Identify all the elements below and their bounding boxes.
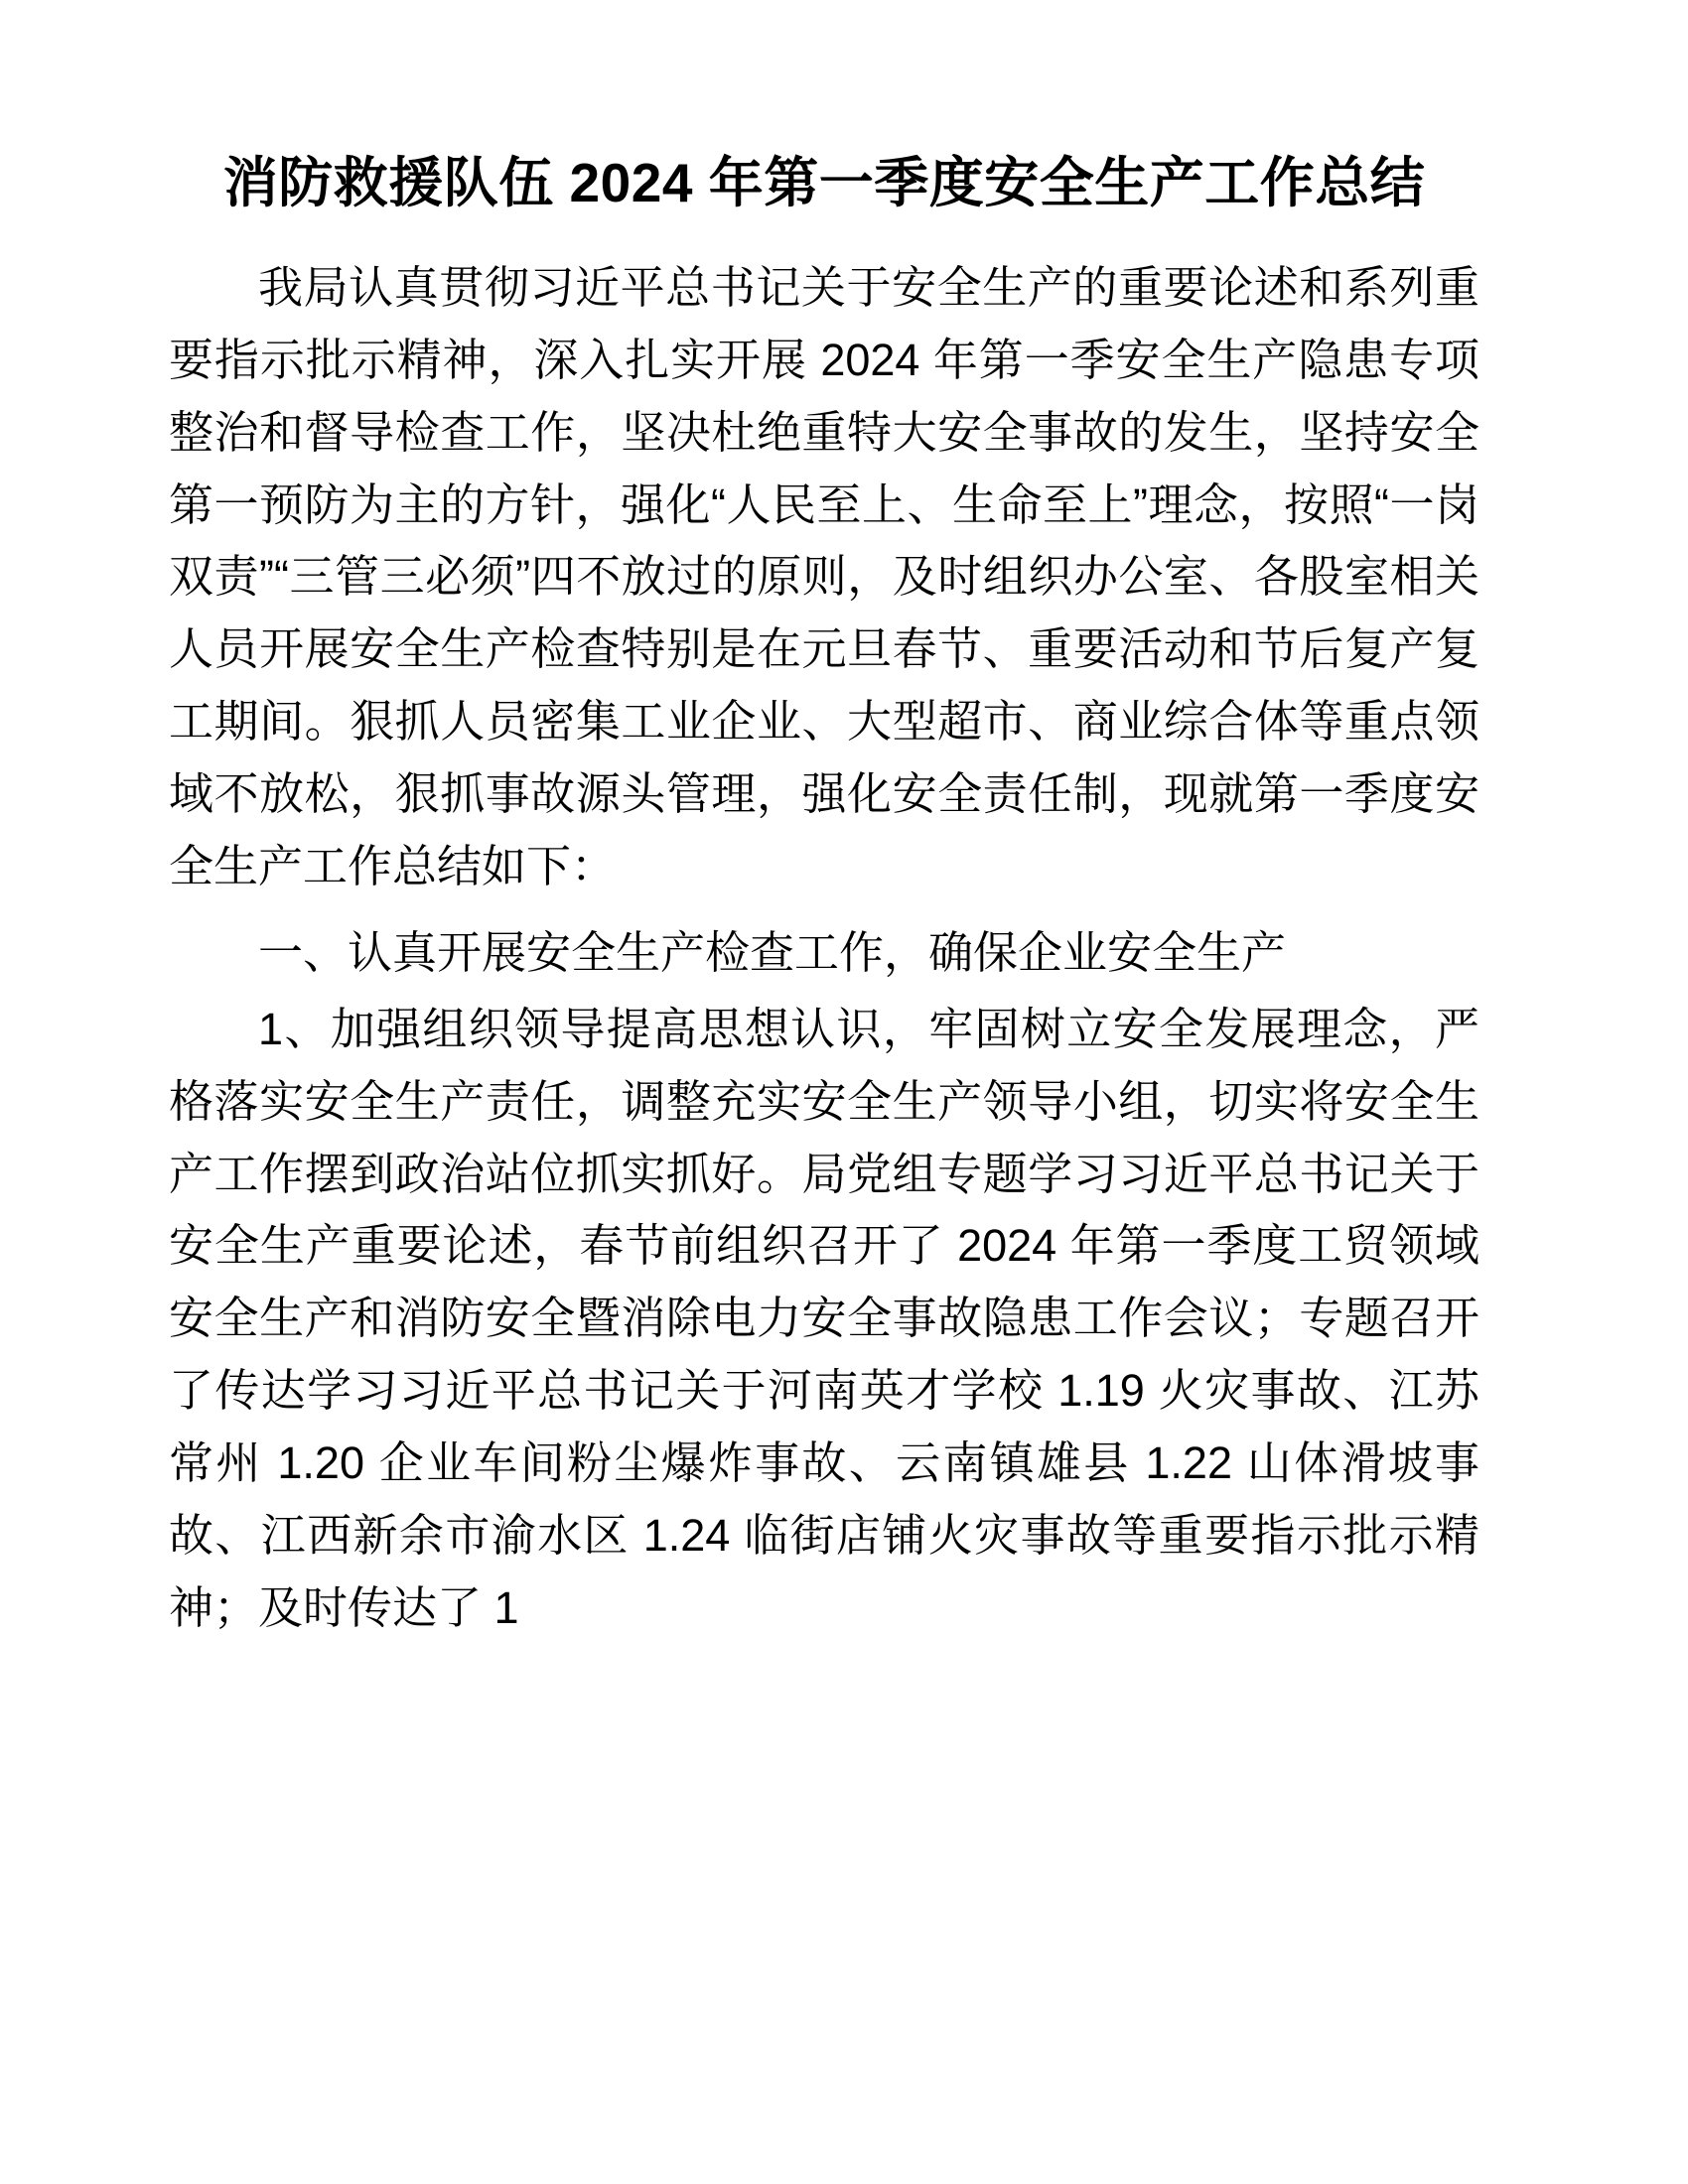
paragraph-intro: 我局认真贯彻习近平总书记关于安全生产的重要论述和系列重要指示批示精神，深入扎实开展 2024 年第一季安全生产隐患专项整治和督导检查工作，坚决杜绝重特大安全事故的发生，坚持安全第一预防为主的方针，强化“人民至上、生命至上”理念，按照“一岗双责”“三管三必须”四不放过的原则，及时组织办公室、各股室相关人员开展安全生产检查特别是在元旦春节、重要活动和节后复产复工期间。狠抓人员密集工业企业、大型超市、商业综合体等重点领域不放松，狠抓事故源头管理，强化安全责任制，现就第一季度安全生产工作总结如下： bbox=[169, 261, 1479, 891]
section-heading-one: 一、认真开展安全生产检查工作，确保企业安全生产 bbox=[258, 926, 1287, 978]
page-title: 消防救援队伍 2024 年第一季度安全生产工作总结 bbox=[222, 152, 1426, 213]
document-body bbox=[169, 252, 1479, 1645]
paragraph-item-one: 1、加强组织领导提高思想认识，牢固树立安全发展理念，严格落实安全生产责任，调整充实安全生产领导小组，切实将安全生产工作摆到政治站位抓实抓好。局党组专题学习习近平总书记关于安全生产重要论述，春节前组织召开了 2024 年第一季度工贸领域安全生产和消防安全暨消除电力安全事故隐患工作会议；专题召开了传达学习习近平总书记关于河南英才学校 1.19 火灾事故、江苏常州 1.20 企业车间粉尘爆炸事故、云南镇雄县 1.22 山体滑坡事故、江西新余市渝水区 1.24 临街店铺火灾事故等重要指示批示精神；及时传达了 1 bbox=[169, 1003, 1479, 1633]
